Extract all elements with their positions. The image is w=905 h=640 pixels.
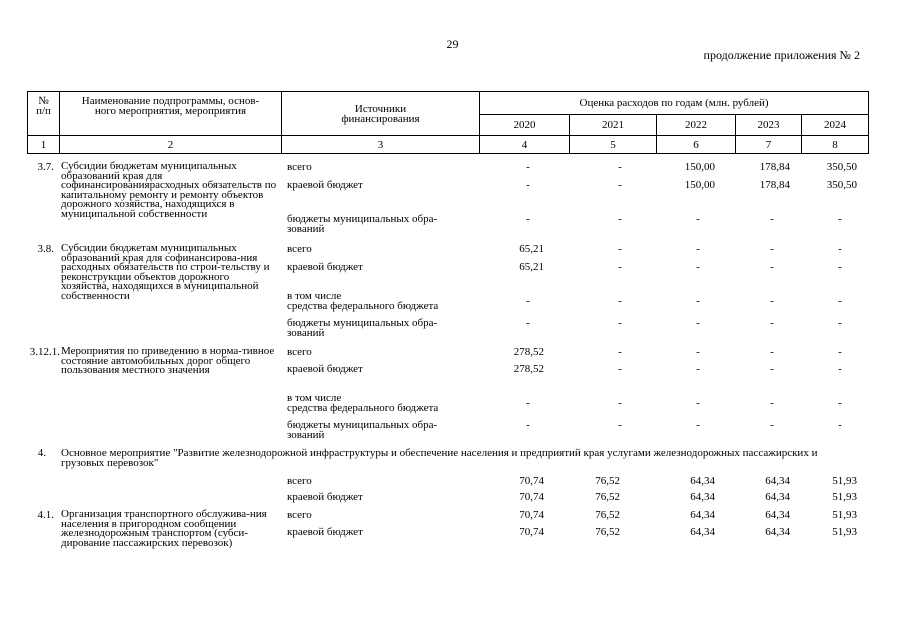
page-number: 29 [446, 37, 459, 51]
value-cell: 64,34 [765, 475, 790, 487]
value-cell: 51,93 [832, 475, 857, 487]
value-cell: - [770, 295, 774, 307]
index-cell: 7 [736, 136, 802, 154]
value-cell: 70,74 [519, 475, 544, 487]
value-cell: - [618, 317, 622, 329]
value-cell: 64,34 [765, 491, 790, 503]
header-estimate: Оценка расходов по годам (млн. рублей) [480, 92, 869, 115]
row-number: 4.1. [37, 509, 54, 521]
index-cell: 4 [480, 136, 570, 154]
value-cell: - [770, 261, 774, 273]
value-cell: - [526, 179, 530, 191]
index-cell: 2 [60, 136, 282, 154]
value-cell: 51,93 [832, 509, 857, 521]
index-cell: 8 [802, 136, 869, 154]
value-cell: - [618, 261, 622, 273]
value-cell: 76,52 [595, 509, 620, 521]
value-cell: 178,84 [759, 179, 790, 191]
value-cell: - [618, 397, 622, 409]
value-cell: 64,34 [690, 491, 715, 503]
source-label: всего [287, 346, 312, 358]
value-cell: - [696, 419, 700, 431]
index-cell: 5 [570, 136, 657, 154]
index-cell: 6 [657, 136, 736, 154]
header-year: 2020 [480, 115, 570, 136]
value-cell: - [838, 213, 842, 225]
source-label: всего [287, 243, 312, 255]
value-cell: 76,52 [595, 475, 620, 487]
value-cell: 70,74 [519, 509, 544, 521]
value-cell: 278,52 [513, 363, 544, 375]
value-cell: 150,00 [684, 179, 715, 191]
value-cell: 278,52 [513, 346, 544, 358]
value-cell: - [618, 295, 622, 307]
source-label: всего [287, 509, 312, 521]
row-name: Организация транспортного обслужива-ния населения в пригородном сообщении железнодорожным транспортом (субси-дирование пассажирских перевозок) [61, 508, 267, 549]
value-cell: - [838, 397, 842, 409]
value-cell: - [618, 419, 622, 431]
source-label: краевой бюджет [287, 526, 363, 538]
value-cell: - [838, 261, 842, 273]
source-label: краевой бюджет [287, 179, 363, 191]
value-cell: 350,50 [826, 161, 857, 173]
value-cell: - [618, 179, 622, 191]
value-cell: 65,21 [519, 243, 544, 255]
source-label: в том числе средства федерального бюджета [287, 290, 439, 312]
header-year: 2024 [802, 115, 869, 136]
value-cell: 64,34 [690, 509, 715, 521]
value-cell: - [526, 295, 530, 307]
value-cell: 64,34 [690, 475, 715, 487]
header-source: Источники финансирования [282, 92, 480, 136]
table-header [27, 91, 869, 154]
value-cell: 150,00 [684, 161, 715, 173]
value-cell: - [696, 363, 700, 375]
value-cell: - [838, 346, 842, 358]
row-number: 4. [37, 447, 46, 459]
value-cell: 51,93 [832, 526, 857, 538]
value-cell: - [838, 243, 842, 255]
value-cell: - [618, 161, 622, 173]
value-cell: 70,74 [519, 526, 544, 538]
value-cell: - [770, 213, 774, 225]
source-label: краевой бюджет [287, 261, 363, 273]
value-cell: - [526, 213, 530, 225]
source-label: бюджеты муниципальных обра- зований [287, 317, 438, 339]
value-cell: 64,34 [765, 509, 790, 521]
value-cell: - [838, 419, 842, 431]
value-cell: - [770, 346, 774, 358]
value-cell: 51,93 [832, 491, 857, 503]
value-cell: 350,50 [826, 179, 857, 191]
source-label: краевой бюджет [287, 363, 363, 375]
row-name: Субсидии бюджетам муниципальных образований края для софинансированиярасходных обязательств по капитальному ремонту и ремонту объектов дорожного хозяйства, находящихся в муниципальной собственности [61, 160, 277, 220]
header-name: Наименование подпрограммы, основ- ного мероприятия, мероприятия [60, 92, 282, 136]
value-cell: - [618, 346, 622, 358]
value-cell: - [618, 363, 622, 375]
value-cell: - [770, 317, 774, 329]
value-cell: 76,52 [595, 526, 620, 538]
value-cell: - [696, 295, 700, 307]
source-label: бюджеты муниципальных обра- зований [287, 213, 438, 235]
value-cell: - [526, 161, 530, 173]
value-cell: - [618, 213, 622, 225]
row-name: Субсидии бюджетам муниципальных образований края для софинансирова-ния расходных обязательств по строи-тельству и реконструкции объектов дорожного хозяйства, находящихся в муниципальной собственности [61, 242, 270, 302]
value-cell: 178,84 [759, 161, 790, 173]
source-label: всего [287, 161, 312, 173]
value-cell: - [770, 419, 774, 431]
value-cell: 64,34 [690, 526, 715, 538]
value-cell: - [770, 397, 774, 409]
row-name: Основное мероприятие "Развитие железнодорожной инфраструктуры и обеспечение населения и предприятий края услугами железнодорожных пассажирских и грузовых перевозок" [61, 447, 818, 469]
value-cell: - [838, 363, 842, 375]
source-label: бюджеты муниципальных обра- зований [287, 419, 438, 441]
value-cell: - [838, 295, 842, 307]
value-cell: - [696, 397, 700, 409]
header-year: 2023 [736, 115, 802, 136]
row-number: 3.7. [37, 161, 54, 173]
value-cell: - [696, 261, 700, 273]
value-cell: - [618, 243, 622, 255]
value-cell: - [696, 346, 700, 358]
header-year: 2022 [657, 115, 736, 136]
header-year: 2021 [570, 115, 657, 136]
value-cell: 76,52 [595, 491, 620, 503]
value-cell: - [526, 397, 530, 409]
value-cell: - [696, 243, 700, 255]
value-cell: - [770, 243, 774, 255]
source-label: краевой бюджет [287, 491, 363, 503]
header-no: № п/п [28, 92, 60, 136]
row-number: 3.12.1. [29, 346, 60, 358]
row-name: Мероприятия по приведению в норма-тивное состояние автомобильных дорог общего пользования местного значения [61, 345, 275, 376]
value-cell: 70,74 [519, 491, 544, 503]
value-cell: - [838, 317, 842, 329]
index-cell: 1 [28, 136, 60, 154]
source-label: в том числе средства федерального бюджета [287, 392, 439, 414]
value-cell: 64,34 [765, 526, 790, 538]
index-cell: 3 [282, 136, 480, 154]
continuation-label: продолжение приложения № 2 [703, 48, 860, 62]
value-cell: - [696, 317, 700, 329]
source-label: всего [287, 475, 312, 487]
value-cell: - [696, 213, 700, 225]
value-cell: 65,21 [519, 261, 544, 273]
value-cell: - [526, 317, 530, 329]
value-cell: - [770, 363, 774, 375]
value-cell: - [526, 419, 530, 431]
row-number: 3.8. [37, 243, 54, 255]
